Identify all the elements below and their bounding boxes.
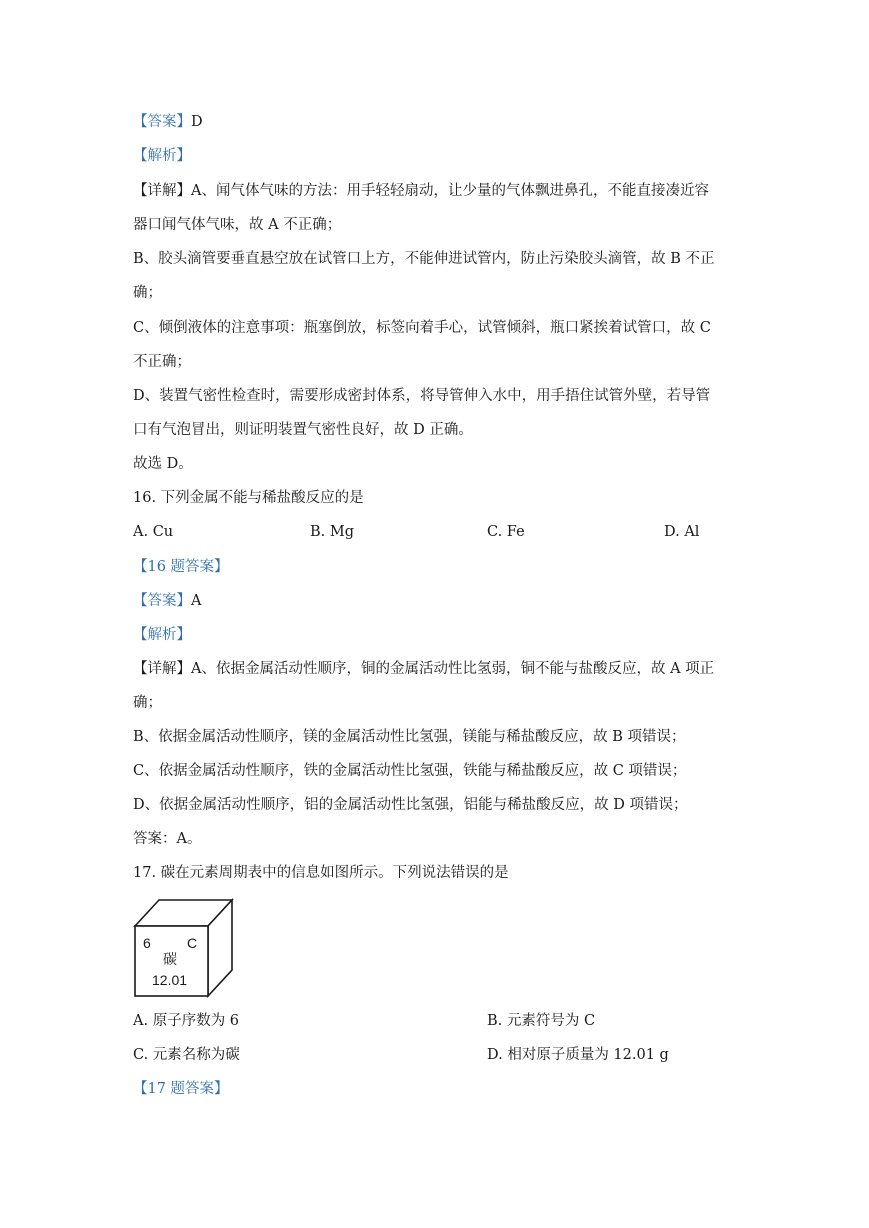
answer-tag: 【答案】 [133, 114, 191, 130]
q16-answer [133, 591, 201, 611]
element-symbol: C [187, 935, 198, 951]
q16-detail-line: B、依据金属活动性顺序，镁的金属活动性比氢强，镁能与稀盐酸反应，故 B 项错误； [133, 729, 686, 745]
answer-text: A [191, 593, 202, 609]
q15-answer [133, 112, 203, 132]
q17-option-c: C. 元素名称为碳 [133, 1047, 240, 1063]
detail-tag: 【详解】 [133, 183, 191, 199]
q15-detail-line [133, 181, 709, 201]
q16-stem: 16. 下列金属不能与稀盐酸反应的是 [133, 490, 364, 506]
q16-option-b: B. Mg [310, 524, 355, 540]
q16-option-d: D. Al [664, 524, 700, 540]
q17-answer-header: 【17 题答案】 [133, 1081, 229, 1097]
q17-option-b: B. 元素符号为 C [487, 1013, 596, 1029]
detail-tag: 【详解】 [133, 661, 191, 677]
q15-detail-line: 不正确； [133, 354, 191, 370]
q15-detail-line: 确； [133, 285, 162, 301]
q17-stem: 17. 碳在元素周期表中的信息如图所示。下列说法错误的是 [133, 865, 509, 881]
answer-text: D [191, 114, 203, 130]
q16-detail-line [133, 659, 714, 679]
q17-option-d: D. 相对原子质量为 12.01 g [487, 1047, 669, 1063]
q15-analysis-tag [133, 146, 191, 166]
q16-detail-line: 确； [133, 695, 162, 711]
detail-text: A、依据金属活动性顺序，铜的金属活动性比氢弱，铜不能与盐酸反应，故 A 项正 [191, 661, 715, 677]
q17-option-a: A. 原子序数为 6 [133, 1013, 240, 1029]
analysis-tag: 【解析】 [133, 627, 191, 643]
answer-tag: 【答案】 [133, 593, 191, 609]
element-name: 碳 [163, 952, 177, 968]
q16-option-c: C. Fe [487, 524, 525, 540]
element-cube-svg [133, 898, 235, 998]
element-mass: 12.01 [152, 972, 188, 988]
q15-detail-line: B、胶头滴管要垂直悬空放在试管口上方，不能伸进试管内，防止污染胶头滴管，故 B 不正 [133, 251, 715, 267]
q16-detail-line: D、依据金属活动性顺序，铝的金属活动性比氢强，铝能与稀盐酸反应，故 D 项错误； [133, 797, 688, 813]
q16-analysis-tag [133, 625, 191, 645]
detail-text: A、闻气体气味的方法：用手轻轻扇动，让少量的气体飘进鼻孔，不能直接凑近容 [191, 183, 709, 199]
q15-conclusion: 故选 D。 [133, 456, 193, 472]
q15-detail-line: C、倾倒液体的注意事项：瓶塞倒放，标签向着手心，试管倾斜，瓶口紧挨着试管口，故 C [133, 320, 711, 336]
q15-detail-line: D、装置气密性检查时，需要形成密封体系，将导管伸入水中，用手捂住试管外壁，若导管 [133, 388, 711, 404]
analysis-tag: 【解析】 [133, 148, 191, 164]
element-cell-figure [133, 898, 235, 998]
element-number: 6 [143, 935, 151, 951]
q16-option-a: A. Cu [133, 524, 174, 540]
q16-answer-header: 【16 题答案】 [133, 559, 229, 575]
q15-detail-line: 口有气泡冒出，则证明装置气密性良好，故 D 正确。 [133, 422, 473, 438]
q15-detail-line: 器口闻气体气味，故 A 不正确； [133, 217, 342, 233]
q16-conclusion: 答案：A。 [133, 831, 202, 847]
q16-detail-line: C、依据金属活动性顺序，铁的金属活动性比氢强，铁能与稀盐酸反应，故 C 项错误； [133, 763, 687, 779]
